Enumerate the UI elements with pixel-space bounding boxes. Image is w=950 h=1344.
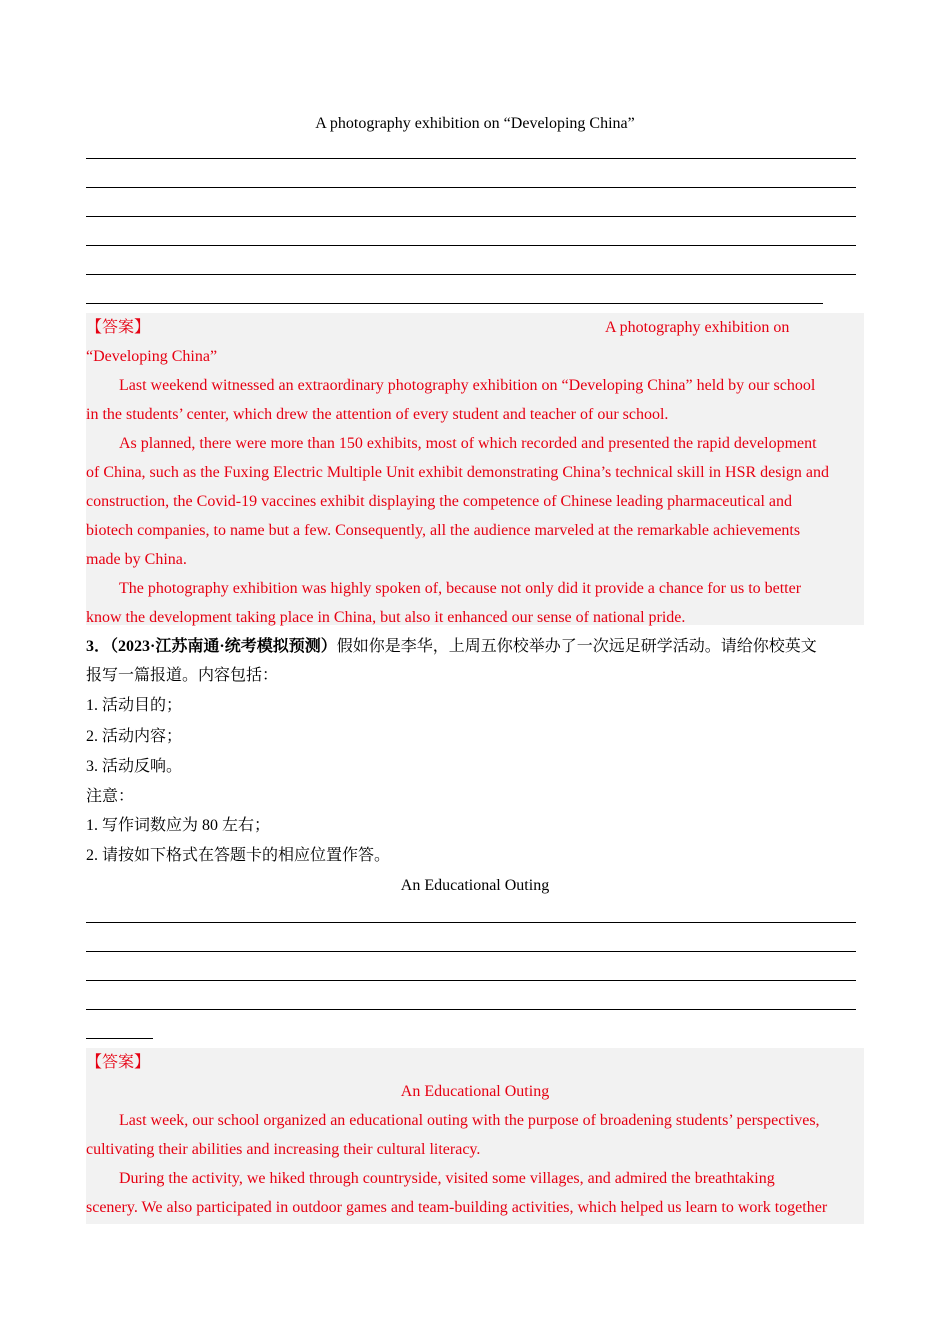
answer-paragraph-line: During the activity, we hiked through countryside, visited some villages, and admired the breathtaking xyxy=(119,1170,775,1187)
answer-paragraph-line: biotech companies, to name but a few. Consequently, all the audience marveled at the remarkable achievements xyxy=(86,522,801,539)
writing-line xyxy=(86,951,856,952)
answer-paragraph-line: in the students’ center, which drew the attention of every student and teacher of our school. xyxy=(86,406,669,423)
answer-paragraph-line: Last weekend witnessed an extraordinary photography exhibition on “Developing China” held by our school xyxy=(119,377,816,394)
question-number: 3． xyxy=(86,638,111,655)
answer-paragraph-line: of China, such as the Fuxing Electric Multiple Unit exhibit demonstrating China’s technical skill in HSR design and xyxy=(86,464,830,481)
answer-paragraph-line: made by China. xyxy=(86,551,187,568)
writing-line xyxy=(86,216,856,217)
writing-line xyxy=(86,158,856,159)
answer-paragraph-line: know the development taking place in China, but also it enhanced our sense of national pride. xyxy=(86,609,686,626)
answer-label: 【答案】 xyxy=(86,1054,151,1071)
answer-paragraph-line: The photography exhibition was highly spoken of, because not only did it provide a chance for us to better xyxy=(119,580,802,597)
answer-title: An Educational Outing xyxy=(400,1083,550,1100)
answer-title-part2: “Developing China” xyxy=(86,348,218,365)
answer-title-part1: A photography exhibition on xyxy=(605,319,790,336)
question-3 xyxy=(86,632,864,900)
answer-paragraph-line: scenery. We also participated in outdoor games and team-building activities, which helped us learn to work together xyxy=(86,1199,828,1216)
answer-label: 【答案】 xyxy=(86,319,151,336)
note-item: 1. 写作词数应为 80 左右； xyxy=(86,817,271,834)
writing-line xyxy=(86,1038,153,1039)
essay-title-2: An Educational Outing xyxy=(400,877,550,894)
writing-line xyxy=(86,303,823,304)
list-item: 2. 活动内容； xyxy=(86,728,183,745)
note-item: 2. 请按如下格式在答题卡的相应位置作答。 xyxy=(86,847,391,864)
question-source: （2023·江苏南通·统考模拟预测） xyxy=(110,638,337,655)
answer-paragraph-line: cultivating their abilities and increasing their cultural literacy. xyxy=(86,1141,481,1158)
question-prompt: 假如你是李华，上周五你校举办了一次远足研学活动。请给你校英文 xyxy=(336,638,817,655)
writing-line xyxy=(86,187,856,188)
answer-paragraph-line: Last week, our school organized an educational outing with the purpose of broadening students’ perspectives, xyxy=(119,1112,820,1129)
writing-line xyxy=(86,922,856,923)
list-item: 3. 活动反响。 xyxy=(86,758,183,775)
answer-block-2 xyxy=(86,1048,864,1224)
writing-line xyxy=(86,980,856,981)
list-item: 1. 活动目的； xyxy=(86,697,183,714)
answer-paragraph-line: construction, the Covid-19 vaccines exhibit displaying the competence of Chinese leading pharmaceutical and xyxy=(86,493,792,510)
note-heading: 注意： xyxy=(86,788,135,805)
question-prompt: 报写一篇报道。内容包括： xyxy=(86,667,279,684)
answer-paragraph-line: As planned, there were more than 150 exhibits, most of which recorded and presented the rapid development xyxy=(119,435,817,452)
writing-line xyxy=(86,1009,856,1010)
essay-title-1: A photography exhibition on “Developing China” xyxy=(315,115,635,132)
writing-line xyxy=(86,274,856,275)
answer-block-1 xyxy=(86,313,864,625)
writing-line xyxy=(86,245,856,246)
